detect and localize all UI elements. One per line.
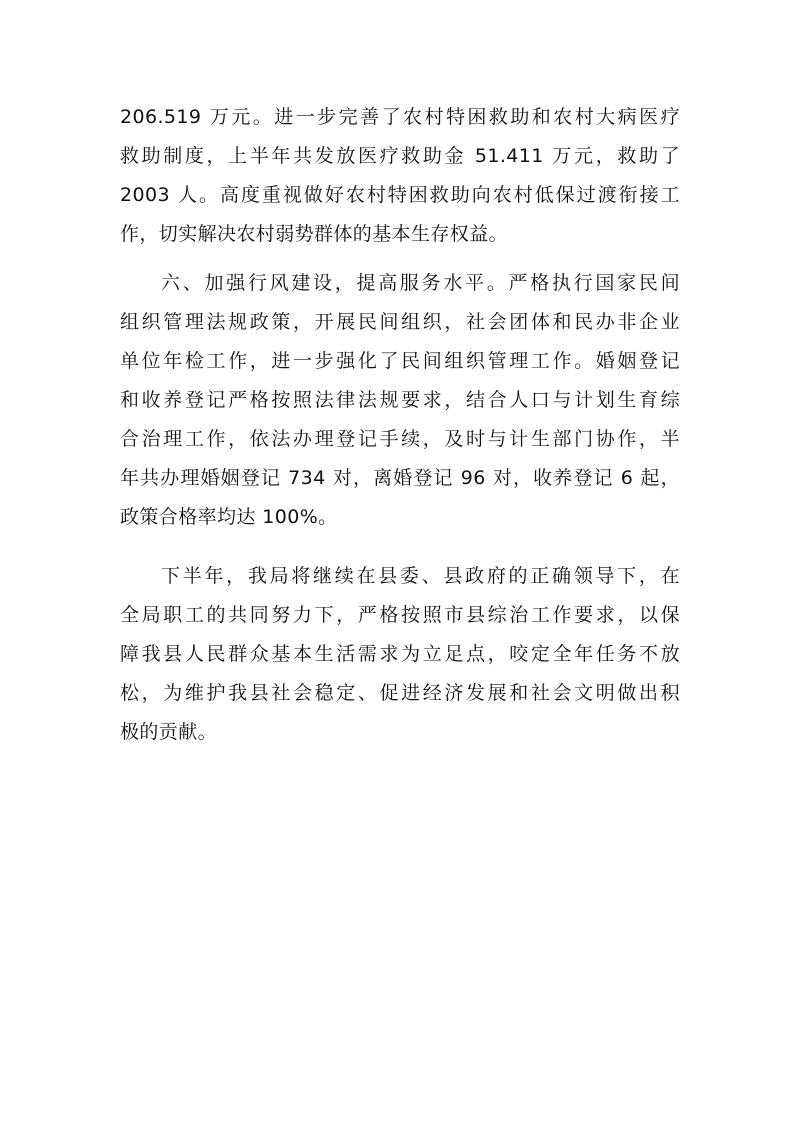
- text-line: 政策合格率均达 100%。: [120, 506, 338, 528]
- text-line: 合治理工作，依法办理登记手续，及时与计生部门协作，半: [120, 428, 680, 450]
- text-line: 年共办理婚姻登记 734 对，离婚登记 96 对，收养登记 6 起，: [120, 467, 680, 489]
- text-line: 极的贡献。: [120, 721, 218, 743]
- text-line: 救助制度，上半年共发放医疗救助金 51.411 万元，救助了: [120, 145, 680, 167]
- text-line: 障我县人民群众基本生活需求为立足点，咬定全年任务不放: [120, 643, 680, 665]
- text-line: 作，切实解决农村弱势群体的基本生存权益。: [120, 223, 509, 245]
- text-line: 下半年，我局将继续在县委、县政府的正确领导下，在: [161, 565, 680, 587]
- text-line: 206.519 万元。进一步完善了农村特困救助和农村大病医疗: [120, 106, 680, 128]
- text-line: 松，为维护我县社会稳定、促进经济发展和社会文明做出积: [120, 682, 680, 704]
- text-line: 和收养登记严格按照法律法规要求，结合人口与计划生育综: [120, 389, 680, 411]
- text-line: 2003 人。高度重视做好农村特困救助向农村低保过渡衔接工: [120, 184, 680, 206]
- text-line: 全局职工的共同努力下，严格按照市县综治工作要求，以保: [120, 604, 680, 626]
- paragraph-heading-line: 六、加强行风建设，提高服务水平。严格执行国家民间: [161, 272, 680, 294]
- text-line: 组织管理法规政策，开展民间组织，社会团体和民办非企业: [120, 311, 680, 333]
- text-line: 单位年检工作，进一步强化了民间组织管理工作。婚姻登记: [120, 350, 680, 372]
